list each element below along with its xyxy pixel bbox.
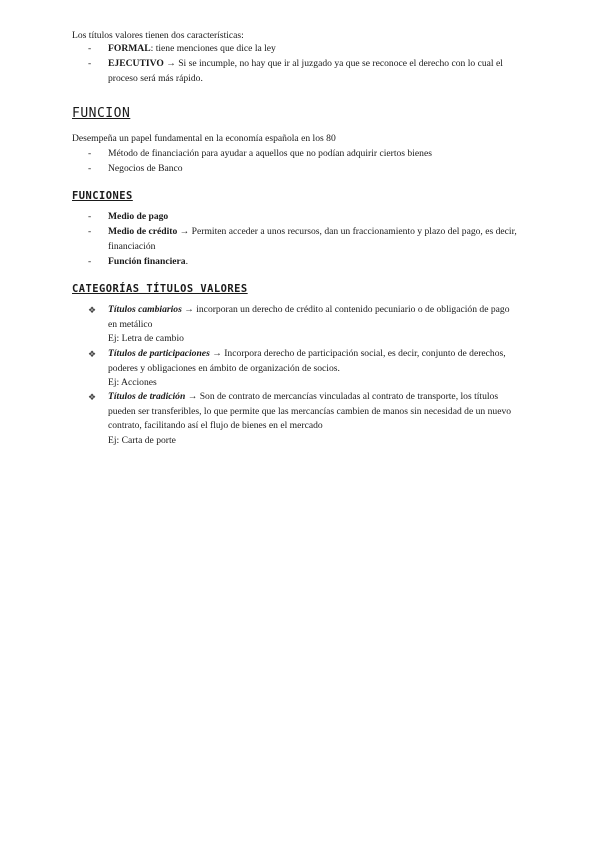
term: Títulos de tradición (108, 391, 186, 402)
separator: → (185, 391, 200, 402)
separator: → (209, 348, 225, 359)
diamond-bullet-icon: ❖ (88, 305, 97, 315)
term: Medio de pago (108, 211, 169, 222)
list-item (88, 225, 528, 254)
list-item (88, 210, 528, 225)
example-text: Ej: Letra de cambio (108, 333, 184, 344)
list-marker: - (88, 211, 92, 222)
term: Función financiera (108, 256, 186, 267)
item-text: Si se incumple, no hay que ir al juzgado ya que se reconoce el derecho con lo cual el proceso será más rápido. (108, 58, 503, 84)
list-marker: - (88, 256, 92, 267)
term: Medio de crédito (108, 226, 178, 237)
item-text: incorporan un derecho de crédito al contenido pecuniario o de obligación de pago en metálico (108, 304, 510, 330)
list-item (88, 147, 528, 162)
term: FORMAL (108, 43, 151, 54)
term: Títulos de participaciones (108, 348, 210, 359)
list-marker: - (88, 226, 92, 237)
list-marker: - (88, 163, 92, 174)
intro-text: Los títulos valores tienen dos características: (72, 30, 244, 41)
item-text: tiene menciones que dice la ley (155, 43, 276, 54)
item-text: Permiten acceder a unos recursos, dan un fraccionamiento y plazo del pago, es decir, financiación (108, 226, 517, 252)
item-text: Incorpora derecho de participación social, es decir, conjunto de derechos, poderes y obligaciones en ámbito de organización de socios. (108, 348, 506, 374)
example-text: Ej: Acciones (108, 377, 157, 388)
list-item (88, 162, 528, 177)
heading-categorias: CATEGORÍAS TÍTULOS VALORES (72, 283, 248, 295)
term: EJECUTIVO (108, 58, 164, 69)
funcion-intro: Desempeña un papel fundamental en la economía española en los 80 (72, 133, 336, 144)
heading-funciones: FUNCIONES (72, 190, 133, 202)
item-text: . (185, 256, 188, 267)
separator: → (181, 304, 197, 315)
item-text: Negocios de Banco (108, 163, 183, 174)
list-marker: - (88, 43, 92, 54)
diamond-bullet-icon: ❖ (88, 349, 97, 359)
list-marker: - (88, 58, 92, 69)
list-item (88, 57, 528, 86)
list-marker: - (88, 148, 92, 159)
item-text: Son de contrato de mercancías vinculadas al contrato de transporte, los títulos pueden ser transferibles, lo que permite que las mercancías cambien de manos sin necesidad de un nuevo contrato, facilitando así el flujo de bienes en el mercado (108, 391, 512, 431)
diamond-bullet-icon: ❖ (88, 392, 97, 402)
separator: → (163, 58, 179, 69)
list-item (88, 303, 513, 347)
list-item (88, 255, 528, 270)
term: Títulos cambiarios (108, 304, 182, 315)
list-item (88, 42, 528, 57)
separator: : (150, 43, 156, 54)
example-text: Ej: Carta de porte (108, 434, 176, 446)
heading-funcion: FUNCION (72, 106, 131, 121)
list-item (88, 347, 518, 391)
separator: → (177, 226, 192, 237)
item-text: Método de financiación para ayudar a aquellos que no podían adquirir ciertos bienes (108, 148, 432, 159)
list-item (88, 390, 528, 448)
